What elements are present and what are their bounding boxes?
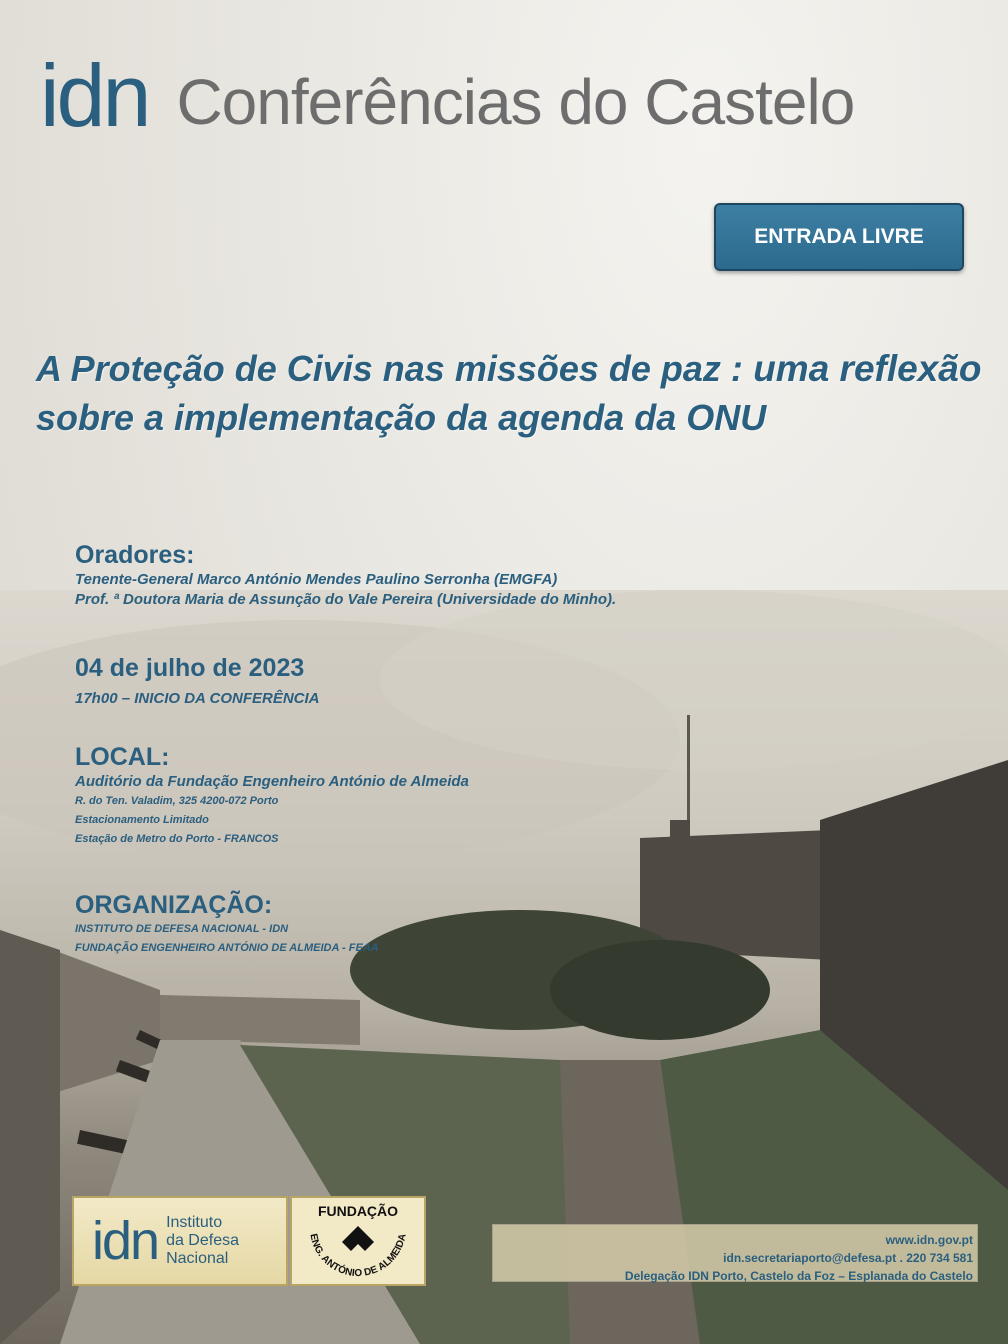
title-line1-a: A Proteção de Civis nas missões de paz : <box>36 348 743 389</box>
location-section <box>75 742 469 849</box>
contact-email-phone[interactable]: idn.secretariaporto@defesa.pt . 220 734 581 <box>723 1251 973 1265</box>
location-parking: Estacionamento Limitado <box>75 814 209 826</box>
speakers-heading: Oradores: <box>75 541 195 569</box>
location-metro: Estação de Metro do Porto - FRANCOS <box>75 833 279 845</box>
idn-logo-line1: Instituto <box>166 1214 223 1231</box>
event-time: 17h00 – INICIO DA CONFERÊNCIA <box>75 690 320 707</box>
feaa-logo <box>290 1196 426 1286</box>
title-line2: sobre a implementação da agenda da ONU <box>36 397 767 438</box>
contact-box <box>492 1224 978 1282</box>
contact-address: Delegação IDN Porto, Castelo da Foz – Esplanada do Castelo <box>624 1269 973 1283</box>
brand-logo: idn <box>40 46 149 145</box>
location-heading: LOCAL: <box>75 743 170 771</box>
organization-idn: INSTITUTO DE DEFESA NACIONAL - IDN <box>75 923 289 935</box>
header <box>40 30 855 145</box>
speaker-1: Tenente-General Marco António Mendes Paulino Serronha (EMGFA) <box>75 571 558 588</box>
series-title: Conferências do Castelo <box>176 66 855 138</box>
speakers-section <box>75 540 616 610</box>
idn-logo-line2: da Defesa Nacional <box>166 1232 239 1267</box>
free-entry-button[interactable]: ENTRADA LIVRE <box>714 203 964 271</box>
organization-feaa: FUNDAÇÃO ENGENHEIRO ANTÓNIO DE ALMEIDA - FEAA <box>75 942 379 954</box>
speaker-2: Prof. ª Doutora Maria de Assunção do Vale Pereira (Universidade do Minho). <box>75 591 617 608</box>
feaa-logo-arc-text: ENG. ANTÓNIO DE ALMEIDA <box>307 1232 409 1280</box>
idn-logo-mark: idn <box>92 1211 159 1271</box>
event-title <box>36 344 986 442</box>
event-date: 04 de julho de 2023 <box>75 654 305 682</box>
date-section <box>75 654 320 709</box>
location-address: R. do Ten. Valadim, 325 4200-072 Porto <box>75 795 279 807</box>
feaa-logo-top-text: FUNDAÇÃO <box>317 1203 399 1219</box>
organization-heading: ORGANIZAÇÃO: <box>75 891 273 919</box>
location-name: Auditório da Fundação Engenheiro António de Almeida <box>75 773 469 790</box>
contact-website[interactable]: www.idn.gov.pt <box>885 1233 973 1247</box>
feaa-logo-graphic <box>292 1198 424 1284</box>
organization-section <box>75 890 379 958</box>
idn-institute-logo <box>72 1196 288 1286</box>
idn-logo-text <box>166 1214 286 1268</box>
title-line1-b: uma reflexão <box>742 348 982 389</box>
